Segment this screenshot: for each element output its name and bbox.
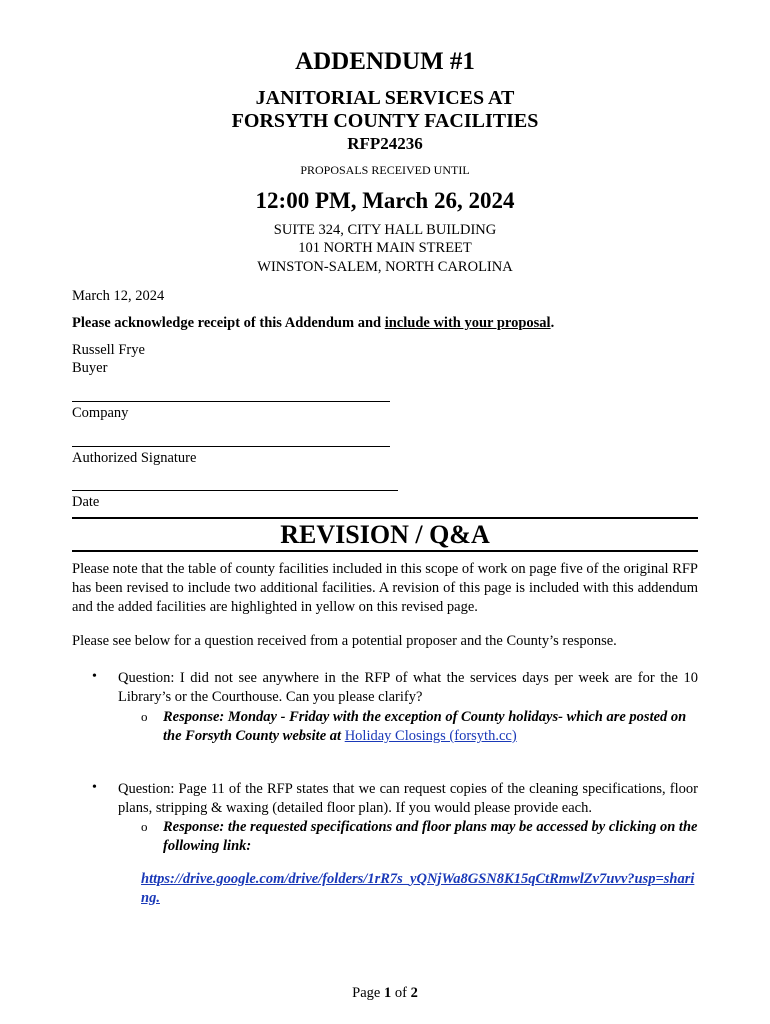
authorized-signature-line [72,446,390,447]
company-signature-line [72,401,390,402]
response-1-text: Response: Monday - Friday with the exception of County holidays- which are posted on the Forsyth County website at [163,709,687,744]
sub-bullet-icon: o [141,709,148,724]
date-label: Date [72,494,100,510]
acknowledge-suffix: . [550,315,555,331]
subtitle-line-2: FORSYTH COUNTY FACILITIES [231,110,539,132]
acknowledge-underlined: include with your proposal [384,315,551,331]
holiday-closings-link[interactable]: Holiday Closings (forsyth.cc) [344,728,517,744]
page-middle: of [391,985,411,1001]
rfp-number: RFP24236 [347,134,423,153]
date-signature-line [72,490,398,491]
qa-intro-paragraph: Please see below for a question received from a potential proposer and the County’s response. [72,633,617,649]
address-line-2: 101 NORTH MAIN STREET [298,240,472,256]
authorized-signature-label: Authorized Signature [72,450,197,466]
acknowledge-note [72,315,554,332]
buyer-name: Russell Frye [72,342,145,358]
page-number [0,985,770,1002]
bullet-icon: • [92,780,97,795]
address-line-3: WINSTON-SALEM, NORTH CAROLINA [257,259,513,275]
heading-top-rule [72,517,698,519]
response-1 [163,708,698,746]
heading-bottom-rule [72,550,698,552]
revision-heading: REVISION / Q&A [280,520,490,549]
sub-bullet-icon: o [141,819,148,834]
proposals-label: PROPOSALS RECEIVED UNTIL [300,163,470,177]
deadline: 12:00 PM, March 26, 2024 [255,188,515,213]
subtitle-line-1: JANITORIAL SERVICES AT [255,87,515,109]
bullet-icon: • [92,669,97,684]
document-title: ADDENDUM #1 [295,48,475,75]
response-2: Response: the requested specifications and floor plans may be accessed by clicking on the following link: [163,819,698,854]
google-drive-link[interactable]: https://drive.google.com/drive/folders/1rR7s_yQNjWa8GSN8K15qCtRmwlZv7uvv?usp=sharing. [141,871,695,906]
address-line-1: SUITE 324, CITY HALL BUILDING [273,222,497,238]
question-2: Question: Page 11 of the RFP states that we can request copies of the cleaning specifications, floor plans, stripping & waxing (detailed floor plan). If you would please provide each. [118,781,698,816]
buyer-title: Buyer [72,360,108,376]
page-prefix: Page [352,985,384,1001]
revision-paragraph: Please note that the table of county facilities included in this scope of work on page five of the original RFP has been revised to include two additional facilities. A revision of this page is included with this addendum and the added facilities are highlighted in yellow on this revised page. [72,561,698,615]
issue-date: March 12, 2024 [72,288,165,304]
question-1: Question: I did not see anywhere in the RFP of what the services days per week are for the 10 Library’s or the Courthouse. Can you please clarify? [118,670,698,705]
acknowledge-prefix: Please acknowledge receipt of this Addendum and [72,315,385,331]
page-total: 2 [410,985,418,1001]
company-label: Company [72,405,129,421]
page-current: 1 [383,985,392,1001]
